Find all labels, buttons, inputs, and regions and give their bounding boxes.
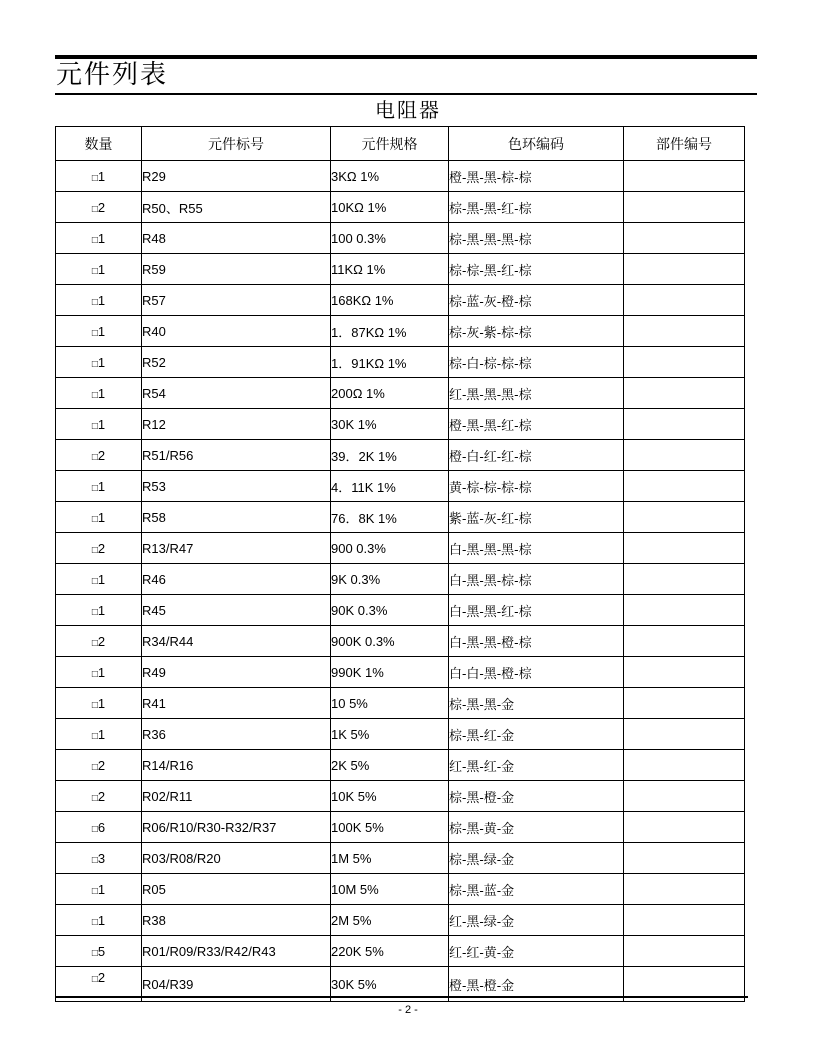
table-row (56, 595, 745, 626)
part-number-cell (624, 564, 745, 595)
spec-cell: 10M 5% (331, 874, 449, 905)
reference-cell: R14/R16 (142, 750, 331, 781)
reference-cell: R50、R55 (142, 192, 331, 223)
quantity-value: 1 (97, 571, 106, 587)
quantity-cell (56, 223, 142, 254)
part-number-cell (624, 750, 745, 781)
quantity-cell (56, 533, 142, 564)
part-number-cell (624, 781, 745, 812)
spec-cell: 9K 0.3% (331, 564, 449, 595)
color-code-cell: 橙-黑-黑-棕-棕 (449, 161, 624, 192)
quantity-value: 2 (97, 970, 106, 985)
checkbox[interactable]: □ (91, 885, 98, 897)
page-number: - 2 - (398, 1004, 418, 1016)
checkbox[interactable]: □ (91, 513, 98, 525)
checkbox[interactable]: □ (91, 637, 98, 649)
section-title: 电阻器 (375, 98, 441, 122)
checkbox[interactable]: □ (91, 823, 98, 835)
checkbox[interactable]: □ (91, 575, 98, 587)
quantity-cell (56, 192, 142, 223)
part-number-cell (624, 843, 745, 874)
checkbox[interactable]: □ (91, 606, 98, 618)
reference-cell: R54 (142, 378, 331, 409)
checkbox[interactable]: □ (91, 482, 98, 494)
table-row (56, 812, 745, 843)
spec-cell: 200Ω 1% (331, 378, 449, 409)
quantity-value: 1 (97, 416, 106, 432)
color-code-cell: 棕-黑-蓝-金 (449, 874, 624, 905)
checkbox[interactable]: □ (91, 265, 98, 277)
table-body (56, 161, 745, 1002)
checkbox[interactable]: □ (91, 544, 98, 556)
color-code-cell: 红-黑-绿-金 (449, 905, 624, 936)
quantity-cell (56, 688, 142, 719)
spec-cell: 990K 1% (331, 657, 449, 688)
checkbox[interactable]: □ (91, 296, 98, 308)
quantity-value: 2 (97, 540, 106, 556)
quantity-cell (56, 719, 142, 750)
color-code-cell: 红-黑-红-金 (449, 750, 624, 781)
reference-cell: R38 (142, 905, 331, 936)
part-number-cell (624, 347, 745, 378)
quantity-cell (56, 378, 142, 409)
reference-cell: R41 (142, 688, 331, 719)
table-row (56, 316, 745, 347)
table-row (56, 285, 745, 316)
table-row (56, 161, 745, 192)
reference-cell: R04/R39 (142, 967, 331, 1002)
quantity-value: 1 (97, 354, 106, 370)
title-rule (55, 93, 757, 95)
checkbox[interactable]: □ (91, 327, 98, 339)
table-row (56, 750, 745, 781)
header-quantity: 数量 (56, 127, 142, 161)
header-spec: 元件规格 (331, 127, 449, 161)
spec-cell: 2K 5% (331, 750, 449, 781)
quantity-cell (56, 626, 142, 657)
checkbox[interactable]: □ (91, 389, 98, 401)
table-row (56, 626, 745, 657)
quantity-value: 1 (97, 602, 106, 618)
part-number-cell (624, 719, 745, 750)
quantity-cell (56, 657, 142, 688)
part-number-cell (624, 905, 745, 936)
reference-cell: R01/R09/R33/R42/R43 (142, 936, 331, 967)
part-number-cell (624, 223, 745, 254)
color-code-cell: 白-白-黑-橙-棕 (449, 657, 624, 688)
quantity-value: 2 (97, 633, 106, 649)
checkbox[interactable]: □ (91, 730, 98, 742)
checkbox[interactable]: □ (91, 420, 98, 432)
quantity-value: 5 (97, 943, 106, 959)
part-number-cell (624, 812, 745, 843)
table-row (56, 657, 745, 688)
part-number-cell (624, 874, 745, 905)
color-code-cell: 紫-蓝-灰-红-棕 (449, 502, 624, 533)
reference-cell: R06/R10/R30-R32/R37 (142, 812, 331, 843)
part-number-cell (624, 533, 745, 564)
part-number-cell (624, 254, 745, 285)
quantity-value: 1 (97, 385, 106, 401)
part-number-cell (624, 657, 745, 688)
part-number-cell (624, 502, 745, 533)
checkbox[interactable]: □ (91, 358, 98, 370)
table-header-row (56, 127, 745, 161)
table-row (56, 409, 745, 440)
checkbox[interactable]: □ (91, 172, 98, 184)
quantity-value: 2 (97, 199, 106, 215)
document-title: 元件列表 (56, 60, 169, 90)
color-code-cell: 棕-棕-黑-红-棕 (449, 254, 624, 285)
color-code-cell: 棕-黑-黑-红-棕 (449, 192, 624, 223)
table-row (56, 502, 745, 533)
color-code-cell: 橙-黑-橙-金 (449, 967, 624, 1002)
quantity-value: 1 (97, 881, 106, 897)
reference-cell: R53 (142, 471, 331, 502)
table-row (56, 719, 745, 750)
color-code-cell: 棕-黑-橙-金 (449, 781, 624, 812)
part-number-cell (624, 192, 745, 223)
spec-cell: 1K 5% (331, 719, 449, 750)
quantity-value: 1 (97, 168, 106, 184)
quantity-value: 3 (97, 850, 106, 866)
reference-cell: R29 (142, 161, 331, 192)
reference-cell: R48 (142, 223, 331, 254)
reference-cell: R46 (142, 564, 331, 595)
color-code-cell: 黄-棕-棕-棕-棕 (449, 471, 624, 502)
spec-cell: 900K 0.3% (331, 626, 449, 657)
reference-cell: R03/R08/R20 (142, 843, 331, 874)
color-code-cell: 白-黑-黑-黑-棕 (449, 533, 624, 564)
quantity-value: 1 (97, 323, 106, 339)
part-number-cell (624, 595, 745, 626)
checkbox[interactable]: □ (91, 974, 98, 985)
color-code-cell: 棕-黑-黑-金 (449, 688, 624, 719)
spec-cell: 10KΩ 1% (331, 192, 449, 223)
color-code-cell: 棕-黑-黄-金 (449, 812, 624, 843)
color-code-cell: 橙-黑-黑-红-棕 (449, 409, 624, 440)
quantity-cell (56, 750, 142, 781)
color-code-cell: 白-黑-黑-红-棕 (449, 595, 624, 626)
color-code-cell: 红-黑-黑-黑-棕 (449, 378, 624, 409)
color-code-cell: 棕-灰-紫-棕-棕 (449, 316, 624, 347)
reference-cell: R59 (142, 254, 331, 285)
spec-cell: 10 5% (331, 688, 449, 719)
quantity-cell (56, 874, 142, 905)
part-number-cell (624, 688, 745, 719)
table-row (56, 471, 745, 502)
table-row (56, 905, 745, 936)
quantity-value: 2 (97, 788, 106, 804)
quantity-value: 1 (97, 230, 106, 246)
quantity-cell (56, 161, 142, 192)
top-rule (55, 55, 757, 59)
quantity-cell (56, 409, 142, 440)
part-number-cell (624, 161, 745, 192)
part-number-cell (624, 409, 745, 440)
quantity-cell (56, 316, 142, 347)
spec-cell: 220K 5% (331, 936, 449, 967)
reference-cell: R36 (142, 719, 331, 750)
table-row (56, 223, 745, 254)
checkbox[interactable]: □ (91, 854, 98, 866)
color-code-cell: 白-黑-黑-棕-棕 (449, 564, 624, 595)
spec-cell: 30K 1% (331, 409, 449, 440)
part-number-cell (624, 471, 745, 502)
quantity-cell (56, 471, 142, 502)
part-number-cell (624, 936, 745, 967)
table-row (56, 347, 745, 378)
spec-cell: 3KΩ 1% (331, 161, 449, 192)
spec-cell: 10K 5% (331, 781, 449, 812)
checkbox[interactable]: □ (91, 668, 98, 680)
checkbox[interactable]: □ (91, 203, 98, 215)
quantity-cell (56, 936, 142, 967)
spec-cell: 1．91KΩ 1% (331, 347, 449, 378)
table-row (56, 440, 745, 471)
part-number-cell (624, 626, 745, 657)
table-row (56, 533, 745, 564)
reference-cell: R13/R47 (142, 533, 331, 564)
color-code-cell: 棕-黑-黑-黑-棕 (449, 223, 624, 254)
quantity-value: 1 (97, 292, 106, 308)
reference-cell: R02/R11 (142, 781, 331, 812)
quantity-cell (56, 502, 142, 533)
quantity-cell (56, 440, 142, 471)
reference-cell: R52 (142, 347, 331, 378)
checkbox[interactable]: □ (91, 761, 98, 773)
quantity-value: 1 (97, 478, 106, 494)
reference-cell: R34/R44 (142, 626, 331, 657)
spec-cell: 39．2K 1% (331, 440, 449, 471)
reference-cell: R40 (142, 316, 331, 347)
quantity-cell (56, 285, 142, 316)
quantity-cell (56, 564, 142, 595)
quantity-cell (56, 843, 142, 874)
spec-cell: 900 0.3% (331, 533, 449, 564)
color-code-cell: 棕-黑-红-金 (449, 719, 624, 750)
quantity-cell (56, 812, 142, 843)
reference-cell: R57 (142, 285, 331, 316)
reference-cell: R51/R56 (142, 440, 331, 471)
bottom-rule (55, 996, 748, 998)
reference-cell: R58 (142, 502, 331, 533)
table-row (56, 378, 745, 409)
part-number-cell (624, 378, 745, 409)
part-number-cell (624, 316, 745, 347)
table-row (56, 843, 745, 874)
color-code-cell: 棕-蓝-灰-橙-棕 (449, 285, 624, 316)
color-code-cell: 白-黑-黑-橙-棕 (449, 626, 624, 657)
resistor-table (55, 126, 745, 1002)
quantity-cell (56, 347, 142, 378)
spec-cell: 168KΩ 1% (331, 285, 449, 316)
color-code-cell: 棕-黑-绿-金 (449, 843, 624, 874)
reference-cell: R49 (142, 657, 331, 688)
color-code-cell: 红-红-黄-金 (449, 936, 624, 967)
checkbox[interactable]: □ (91, 451, 98, 463)
table-row (56, 564, 745, 595)
spec-cell: 1M 5% (331, 843, 449, 874)
spec-cell: 2M 5% (331, 905, 449, 936)
quantity-value: 1 (97, 726, 106, 742)
spec-cell: 1．87KΩ 1% (331, 316, 449, 347)
spec-cell: 100 0.3% (331, 223, 449, 254)
quantity-cell (56, 254, 142, 285)
quantity-value: 6 (97, 819, 106, 835)
table-row (56, 781, 745, 812)
reference-cell: R12 (142, 409, 331, 440)
quantity-cell (56, 595, 142, 626)
part-number-cell (624, 285, 745, 316)
reference-cell: R05 (142, 874, 331, 905)
spec-cell: 100K 5% (331, 812, 449, 843)
checkbox[interactable]: □ (91, 234, 98, 246)
spec-cell: 30K 5% (331, 967, 449, 1002)
spec-cell: 11KΩ 1% (331, 254, 449, 285)
reference-cell: R45 (142, 595, 331, 626)
quantity-value: 2 (97, 447, 106, 463)
header-reference: 元件标号 (142, 127, 331, 161)
table-row (56, 688, 745, 719)
table-row (56, 254, 745, 285)
quantity-value: 1 (97, 695, 106, 711)
table-row (56, 192, 745, 223)
quantity-value: 1 (97, 261, 106, 277)
quantity-value: 1 (97, 664, 106, 680)
spec-cell: 4．11K 1% (331, 471, 449, 502)
quantity-cell (56, 905, 142, 936)
quantity-value: 1 (97, 912, 106, 928)
color-code-cell: 棕-白-棕-棕-棕 (449, 347, 624, 378)
color-code-cell: 橙-白-红-红-棕 (449, 440, 624, 471)
spec-cell: 76．8K 1% (331, 502, 449, 533)
quantity-cell (56, 781, 142, 812)
header-part-number: 部件编号 (624, 127, 745, 161)
checkbox[interactable]: □ (91, 792, 98, 804)
part-number-cell (624, 440, 745, 471)
table-row (56, 874, 745, 905)
checkbox[interactable]: □ (91, 947, 98, 959)
spec-cell: 90K 0.3% (331, 595, 449, 626)
quantity-value: 2 (97, 757, 106, 773)
header-color-code: 色环编码 (449, 127, 624, 161)
quantity-value: 1 (97, 509, 106, 525)
checkbox[interactable]: □ (91, 916, 98, 928)
checkbox[interactable]: □ (91, 699, 98, 711)
table-row (56, 936, 745, 967)
